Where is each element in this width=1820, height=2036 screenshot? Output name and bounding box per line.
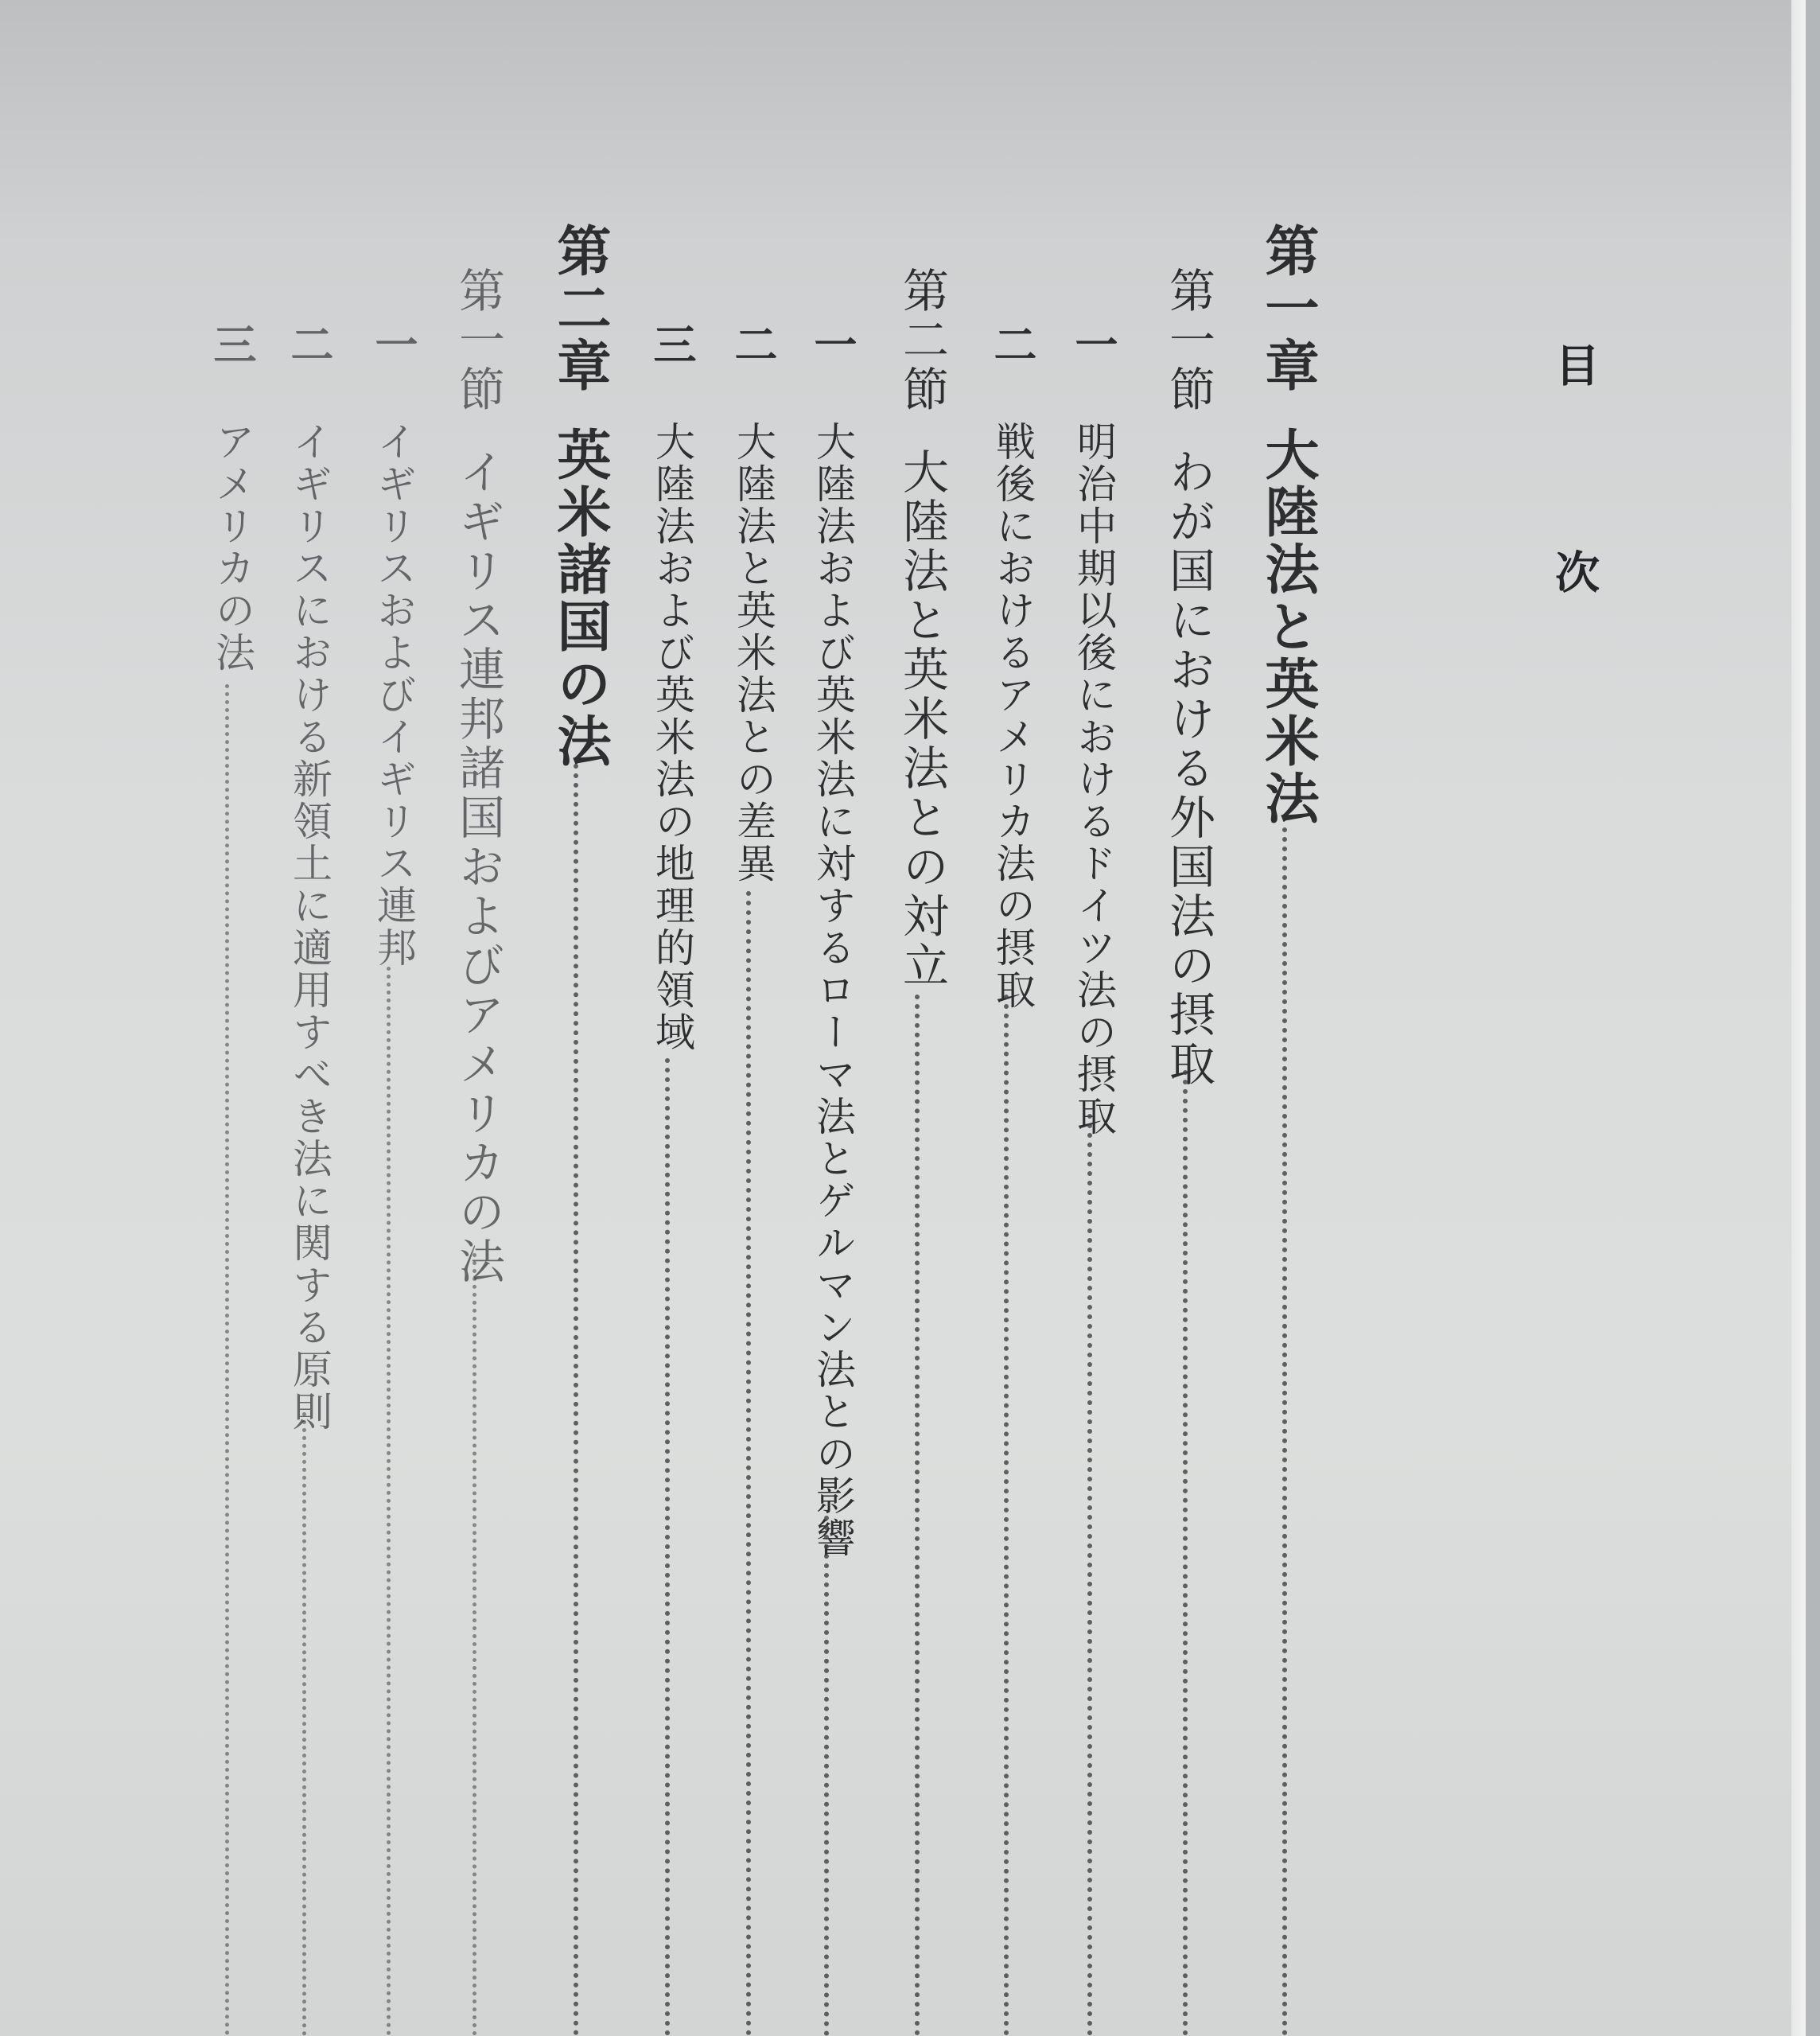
toc-entry-item-1-2-2[interactable] — [728, 322, 779, 885]
item-title: 大陸法と英米法との差異 — [730, 421, 776, 885]
toc-heading-char-1: 目 — [1548, 342, 1600, 387]
item-number: 一 — [807, 322, 858, 365]
item-number: 二 — [728, 322, 779, 365]
section-label: 第一節 — [451, 267, 505, 415]
toc-heading-char-2: 次 — [1548, 549, 1600, 594]
dot-leader — [225, 684, 229, 2036]
section-title: イギリス連邦諸国およびアメリカの法 — [451, 448, 505, 1287]
item-number: 二 — [284, 322, 335, 365]
item-title: イギリスおよびイギリス連邦 — [371, 421, 417, 969]
section-label: 第二節 — [895, 267, 949, 415]
item-title: 戦後におけるアメリカ法の摂取 — [990, 421, 1036, 1011]
item-number: 三 — [207, 322, 258, 365]
item-title: イギリスにおける新領土に適用すべき法に関する原則 — [286, 421, 332, 1433]
dot-leader — [302, 1412, 306, 2036]
dot-leader — [472, 1253, 476, 2036]
section-title: わが国における外国法の摂取 — [1161, 448, 1215, 1089]
toc-entry-item-1-2-1[interactable] — [807, 322, 858, 1559]
toc-entry-item-2-1-2[interactable] — [284, 322, 335, 1433]
item-number: 一 — [1068, 322, 1119, 365]
chapter-title: 英米諸国の法 — [548, 426, 612, 770]
section-label: 第一節 — [1161, 267, 1215, 415]
chapter-label: 第二章 — [548, 223, 612, 395]
dot-leader — [1183, 1070, 1188, 2036]
dot-leader — [915, 995, 920, 2036]
toc-entry-section-1-1[interactable] — [1161, 267, 1215, 1089]
toc-entry-chapter-2[interactable] — [548, 223, 612, 770]
item-number: 三 — [647, 322, 698, 365]
dot-leader — [1087, 1114, 1092, 2036]
dot-leader — [387, 967, 391, 2036]
dot-leader — [1282, 827, 1287, 2036]
item-title: アメリカの法 — [209, 421, 255, 674]
page-edge — [1791, 0, 1806, 2036]
dot-leader — [574, 764, 578, 2036]
item-title: 大陸法および英米法に対するローマ法とゲルマン法との影響 — [810, 421, 856, 1559]
dot-leader — [746, 891, 751, 2036]
chapter-title: 大陸法と英米法 — [1256, 426, 1320, 827]
toc-entry-item-2-1-1[interactable] — [368, 322, 419, 969]
item-number: 一 — [368, 322, 419, 365]
toc-entry-item-2-1-3[interactable] — [207, 322, 258, 674]
toc-entry-item-1-1-2[interactable] — [987, 322, 1038, 1011]
toc-entry-section-2-1[interactable] — [451, 267, 505, 1287]
toc-entry-item-1-1-1[interactable] — [1068, 322, 1119, 1138]
chapter-label: 第一章 — [1256, 223, 1320, 395]
toc-entry-chapter-1[interactable] — [1256, 223, 1320, 827]
dot-leader — [1004, 995, 1009, 2036]
toc-entry-item-1-2-3[interactable] — [647, 322, 698, 1053]
dot-leader — [824, 1516, 829, 2036]
toc-entry-section-1-2[interactable] — [895, 267, 949, 991]
section-title: 大陸法と英米法との対立 — [895, 448, 949, 991]
item-title: 明治中期以後におけるドイツ法の摂取 — [1071, 421, 1117, 1138]
dot-leader — [665, 1058, 670, 2036]
item-title: 大陸法および英米法の地理的領域 — [649, 421, 695, 1053]
item-number: 二 — [987, 322, 1038, 365]
